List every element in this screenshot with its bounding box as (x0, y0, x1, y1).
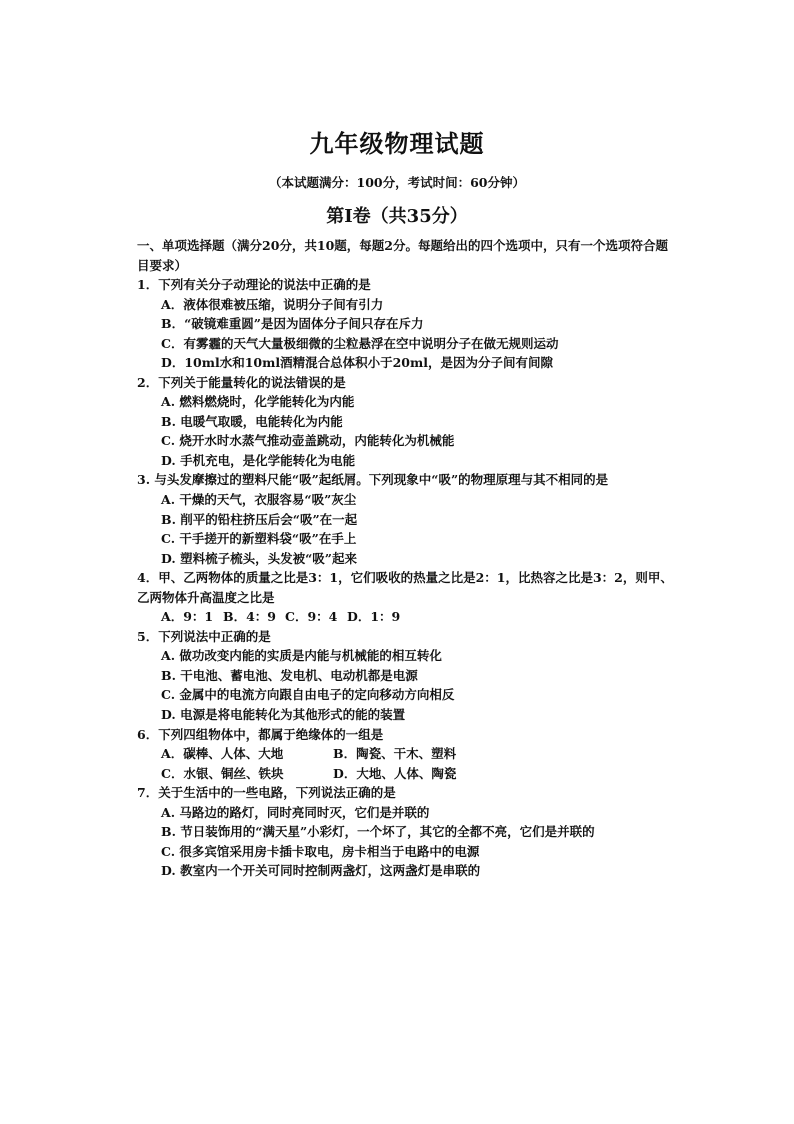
option-a: A. 马路边的路灯，同时亮同时灭，它们是并联的 (161, 804, 430, 820)
option-d: D．10ml水和10ml酒精混合总体积小于20ml，是因为分子间有间隙 (161, 355, 553, 371)
question-4 (137, 568, 677, 627)
option-a: A. 做功改变内能的实质是内能与机械能的相互转化 (161, 648, 442, 664)
option-a: A. 燃料燃烧时，化学能转化为内能 (161, 394, 355, 410)
question-2 (137, 373, 677, 471)
option-d: D．1：9 (347, 609, 401, 625)
question-stem: 4．甲、乙两物体的质量之比是3：1，它们吸收的热量之比是2：1，比热容之比是3：2，则甲、乙两物体升高温度之比是 (137, 570, 673, 605)
question-stem: 3. 与头发摩擦过的塑料尺能“吸”起纸屑。下列现象中“吸”的物理原理与其不相同的是 (137, 472, 609, 488)
option-b: B．4：9 (223, 609, 276, 625)
option-c: C．9：4 (285, 609, 338, 625)
option-d: D. 教室内一个开关可同时控制两盏灯，这两盏灯是串联的 (161, 863, 481, 879)
option-b: B. 干电池、蓄电池、发电机、电动机都是电源 (161, 667, 418, 683)
option-c: C. 很多宾馆采用房卡插卡取电，房卡相当于电路中的电源 (161, 843, 480, 859)
question-6 (137, 725, 677, 784)
option-a: A. 干燥的天气，衣服容易“吸”灰尘 (161, 492, 357, 508)
question-5 (137, 627, 677, 725)
option-row (137, 764, 677, 784)
option-b: B．“破镜难重圆”是因为固体分子间只存在斥力 (161, 316, 424, 332)
page-title: 九年级物理试题 (309, 129, 485, 158)
option-c: C．水银、铜丝、铁块 (161, 765, 284, 781)
question-7 (137, 783, 677, 881)
question-1 (137, 275, 677, 373)
option-d: D．大地、人体、陶瓷 (333, 765, 457, 781)
question-3 (137, 470, 677, 568)
volume-title: 第Ⅰ卷（共35分） (326, 206, 468, 227)
option-a: A．液体很难被压缩，说明分子间有引力 (161, 296, 384, 312)
exam-info: （本试题满分：100分，考试时间：60分钟） (269, 175, 525, 190)
option-c: C．有雾霾的天气大量极细微的尘粒悬浮在空中说明分子在做无规则运动 (161, 335, 559, 351)
section-heading: 一、单项选择题（满分20分，共10题，每题2分。每题给出的四个选项中，只有一个选项符合题目要求） (137, 238, 668, 273)
option-b: B. 节日装饰用的“满天星”小彩灯，一个坏了，其它的全都不亮，它们是并联的 (161, 824, 595, 840)
option-row (137, 744, 677, 764)
option-d: D. 手机充电，是化学能转化为电能 (161, 452, 356, 468)
option-a: A．碳棒、人体、大地 (161, 746, 284, 762)
option-d: D. 电源是将电能转化为其他形式的能的装置 (161, 707, 406, 723)
question-stem: 5．下列说法中正确的是 (137, 628, 271, 644)
option-a: A．9：1 (161, 609, 214, 625)
option-c: C. 烧开水时水蒸气推动壶盖跳动，内能转化为机械能 (161, 433, 455, 449)
option-b: B. 电暖气取暖，电能转化为内能 (161, 413, 343, 429)
option-b: B. 削平的铅柱挤压后会“吸”在一起 (161, 511, 358, 527)
option-c: C. 干手搓开的新塑料袋“吸”在手上 (161, 531, 357, 547)
option-c: C. 金属中的电流方向跟自由电子的定向移动方向相反 (161, 687, 455, 703)
question-stem: 1．下列有关分子动理论的说法中正确的是 (137, 277, 371, 292)
question-stem: 2．下列关于能量转化的说法错误的是 (137, 374, 346, 390)
option-row (137, 607, 677, 627)
question-list (137, 275, 677, 881)
question-stem: 7．关于生活中的一些电路，下列说法正确的是 (137, 785, 396, 801)
option-d: D. 塑料梳子梳头，头发被“吸”起来 (161, 550, 357, 566)
question-stem: 6．下列四组物体中，都属于绝缘体的一组是 (137, 726, 384, 742)
option-b: B．陶瓷、干木、塑料 (333, 746, 457, 762)
